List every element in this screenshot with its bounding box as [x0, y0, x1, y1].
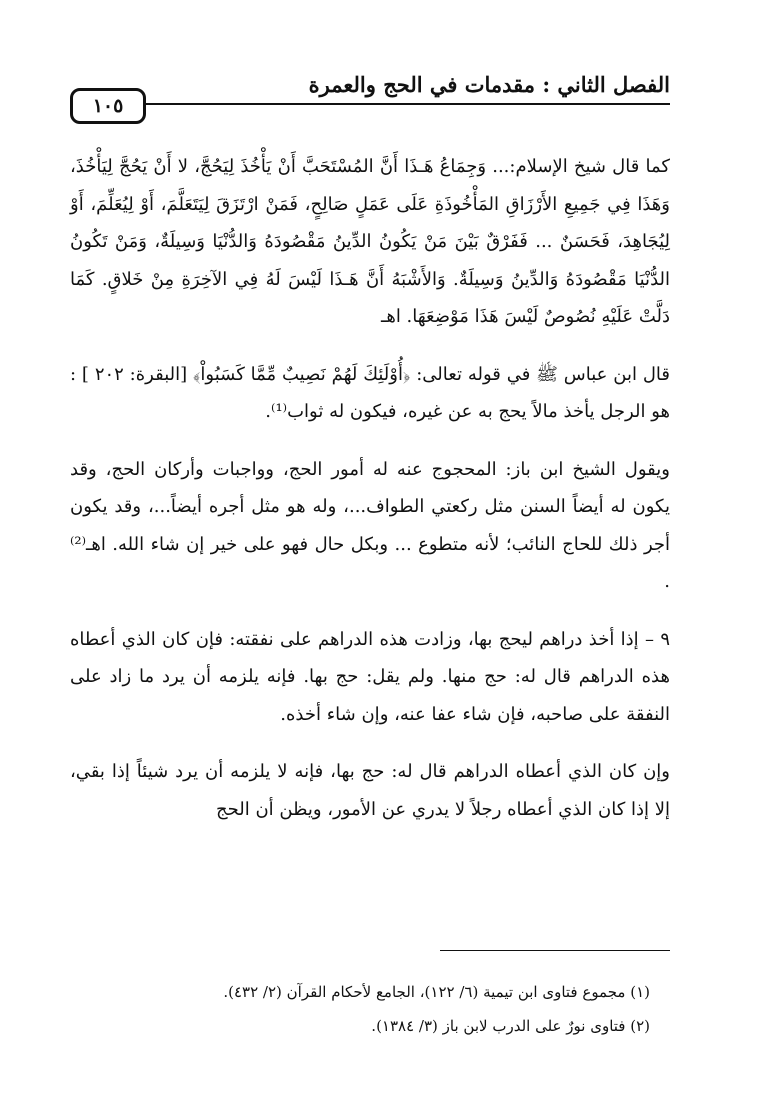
- paragraph-continuation: وإن كان الذي أعطاه الدراهم قال له: حج بها، فإنه لا يلزمه أن يرد شيئاً إذا بقي، إلا إذا كان الذي أعطاه رجلاً لا يدري عن الأمور، ويظن أن الحج: [70, 761, 670, 820]
- footnotes: [100, 975, 650, 1043]
- footnote-1: (١) مجموع فتاوى ابن تيمية (٦/ ١٢٢)، الجامع لأحكام القرآن (٢/ ٤٣٢).: [223, 983, 650, 1001]
- paragraph-ibn-baz: ويقول الشيخ ابن باز: المحجوج عنه له أمور الحج، وواجبات وأركان الحج، وقد يكون له أيضاً السنن مثل ركعتي الطواف...، وله هو مثل أجره أيضاً...، وقد يكون أجر ذلك للحاج النائب؛ لأنه متطوع ... وبكل حال فهو على خير إن شاء الله. اهـ⁽²⁾ .: [70, 458, 670, 592]
- page-header: [70, 70, 670, 116]
- page-number: ١٠٥: [70, 88, 146, 124]
- paragraph-ibn-abbas: قال ابن عباس ﷺ في قوله تعالى: ﴿أُوْلَئِكَ لَهُمْ نَصِيبٌ مِّمَّا كَسَبُواْ﴾ [البقرة: ٢٠٢ ] : هو الرجل يأخذ مالاً يحج به عن غيره، فيكون له ثواب⁽¹⁾.: [70, 363, 670, 422]
- header-rule: [70, 103, 670, 105]
- paragraph-ibn-taymiyyah-quote: كما قال شيخ الإسلام:... وَجِمَاعُ هَـذَا أَنَّ المُسْتَحَبَّ أَنْ يَأْخُذَ لِيَحُجَّ، لا أَنْ يَحُجَّ لِيَأْخُذَ، وَهَذَا فِي جَمِيعِ الأَرْزَاقِ المَأْخُوذَةِ عَلَى عَمَلٍ صَالِحٍ، فَمَنْ ارْتَزَقَ لِيَتَعَلَّمَ، أَوْ لِيُعَلِّمَ، أَوْ لِيُجَاهِدَ، فَحَسَنٌ ... فَفَرْقٌ بَيْنَ مَنْ يَكُونُ الدِّينُ مَقْصُودَهُ وَالدُّنْيَا وَسِيلَةٌ، وَمَنْ تَكُونُ الدُّنْيَا مَقْصُودَهُ وَالدِّينُ وَسِيلَةٌ. وَالأَشْبَهُ أَنَّ هَـذَا لَيْسَ لَهُ فِي الآخِرَةِ مِنْ خَلاقٍ. كَمَا دَلَّتْ عَلَيْهِ نُصُوصٌ لَيْسَ هَذَا مَوْضِعَهَا. اهـ: [70, 156, 670, 327]
- footnote-separator: [440, 950, 670, 951]
- body-text: [70, 148, 670, 828]
- footnote-2: (٢) فتاوى نورٌ على الدرب لابن باز (٣/ ١٣٨٤).: [371, 1017, 650, 1035]
- paragraph-item-9: ٩ – إذا أخذ دراهم ليحج بها، وزادت هذه الدراهم على نفقته: فإن كان الذي أعطاه هذه الدراهم قال له: حج منها. ولم يقل: حج بها. فإنه يلزمه أن يرد ما زاد على النفقة على صاحبه، فإن شاء عفا عنه، وإن شاء أخذه.: [70, 628, 670, 725]
- chapter-title: الفصل الثاني : مقدمات في الحج والعمرة: [308, 72, 670, 97]
